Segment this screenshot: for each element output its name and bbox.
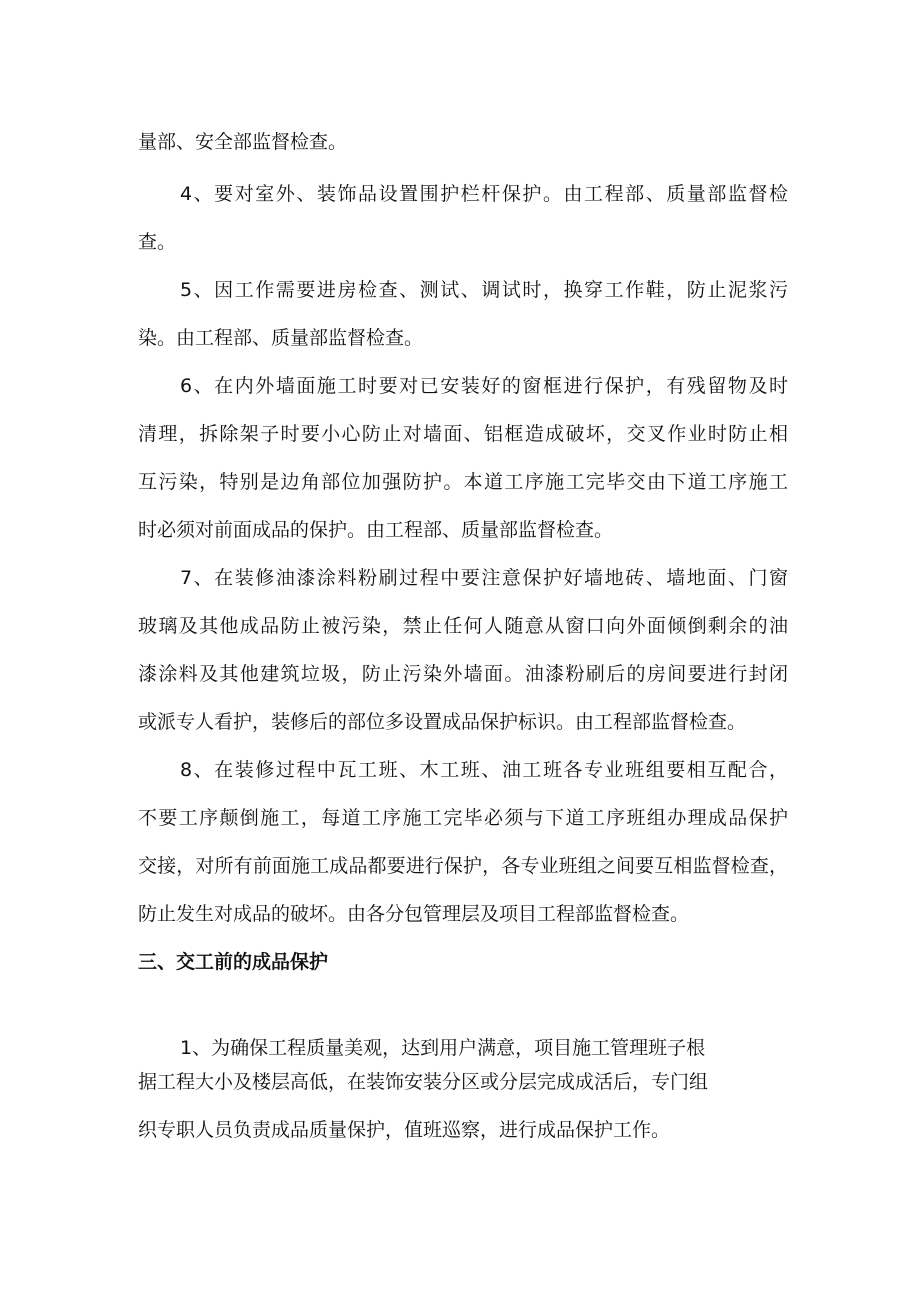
paragraph-8-line-1: 8、在装修过程中瓦工班、木工班、油工班各专业班组要相互配合， bbox=[180, 759, 788, 781]
paragraph-6-line-3: 互污染，特别是边角部位加强防护。本道工序施工完毕交由下道工序施工 bbox=[138, 471, 788, 493]
paragraph-8-line-2: 不要工序颠倒施工，每道工序施工完毕必须与下道工序班组办理成品保护 bbox=[138, 807, 788, 829]
paragraph-1-line-3: 织专职人员负责成品质量保护，值班巡察，进行成品保护工作。 bbox=[138, 1119, 671, 1141]
paragraph-6-line-2: 清理，拆除架子时要小心防止对墙面、铝框造成破坏，交叉作业时防止相 bbox=[138, 423, 788, 445]
paragraph-5-line-2: 染。由工程部、质量部监督检查。 bbox=[138, 327, 424, 349]
paragraph-6-line-1: 6、在内外墙面施工时要对已安装好的窗框进行保护，有残留物及时 bbox=[180, 375, 788, 397]
paragraph-7-line-4: 或派专人看护，装修后的部位多设置成品保护标识。由工程部监督检查。 bbox=[138, 711, 747, 733]
paragraph-5-line-1: 5、因工作需要进房检查、测试、调试时，换穿工作鞋，防止泥浆污 bbox=[180, 279, 788, 301]
paragraph-7-line-2: 玻璃及其他成品防止被污染，禁止任何人随意从窗口向外面倾倒剩余的油 bbox=[138, 615, 788, 637]
paragraph-7-line-3: 漆涂料及其他建筑垃圾，防止污染外墙面。油漆粉刷后的房间要进行封闭 bbox=[138, 663, 788, 685]
paragraph-6-line-4: 时必须对前面成品的保护。由工程部、质量部监督检查。 bbox=[138, 519, 614, 541]
paragraph-8-line-4: 防止发生对成品的破坏。由各分包管理层及项目工程部监督检查。 bbox=[138, 903, 690, 925]
paragraph-7-line-1: 7、在装修油漆涂料粉刷过程中要注意保护好墙地砖、墙地面、门窗 bbox=[180, 567, 788, 589]
paragraph-4-line-2: 查。 bbox=[138, 231, 177, 253]
paragraph-8-line-3: 交接，对所有前面施工成品都要进行保护，各专业班组之间要互相监督检查， bbox=[138, 855, 788, 877]
paragraph-1-line-2: 据工程大小及楼层高低，在装饰安装分区或分层完成成活后，专门组 bbox=[138, 1071, 709, 1093]
text-line: 量部、安全部监督检查。 bbox=[138, 131, 348, 153]
paragraph-4-line-1: 4、要对室外、装饰品设置围护栏杆保护。由工程部、质量部监督检 bbox=[180, 183, 788, 205]
paragraph-1-line-1: 1、为确保工程质量美观，达到用户满意，项目施工管理班子根 bbox=[180, 1037, 706, 1059]
section-heading: 三、交工前的成品保护 bbox=[138, 951, 329, 973]
